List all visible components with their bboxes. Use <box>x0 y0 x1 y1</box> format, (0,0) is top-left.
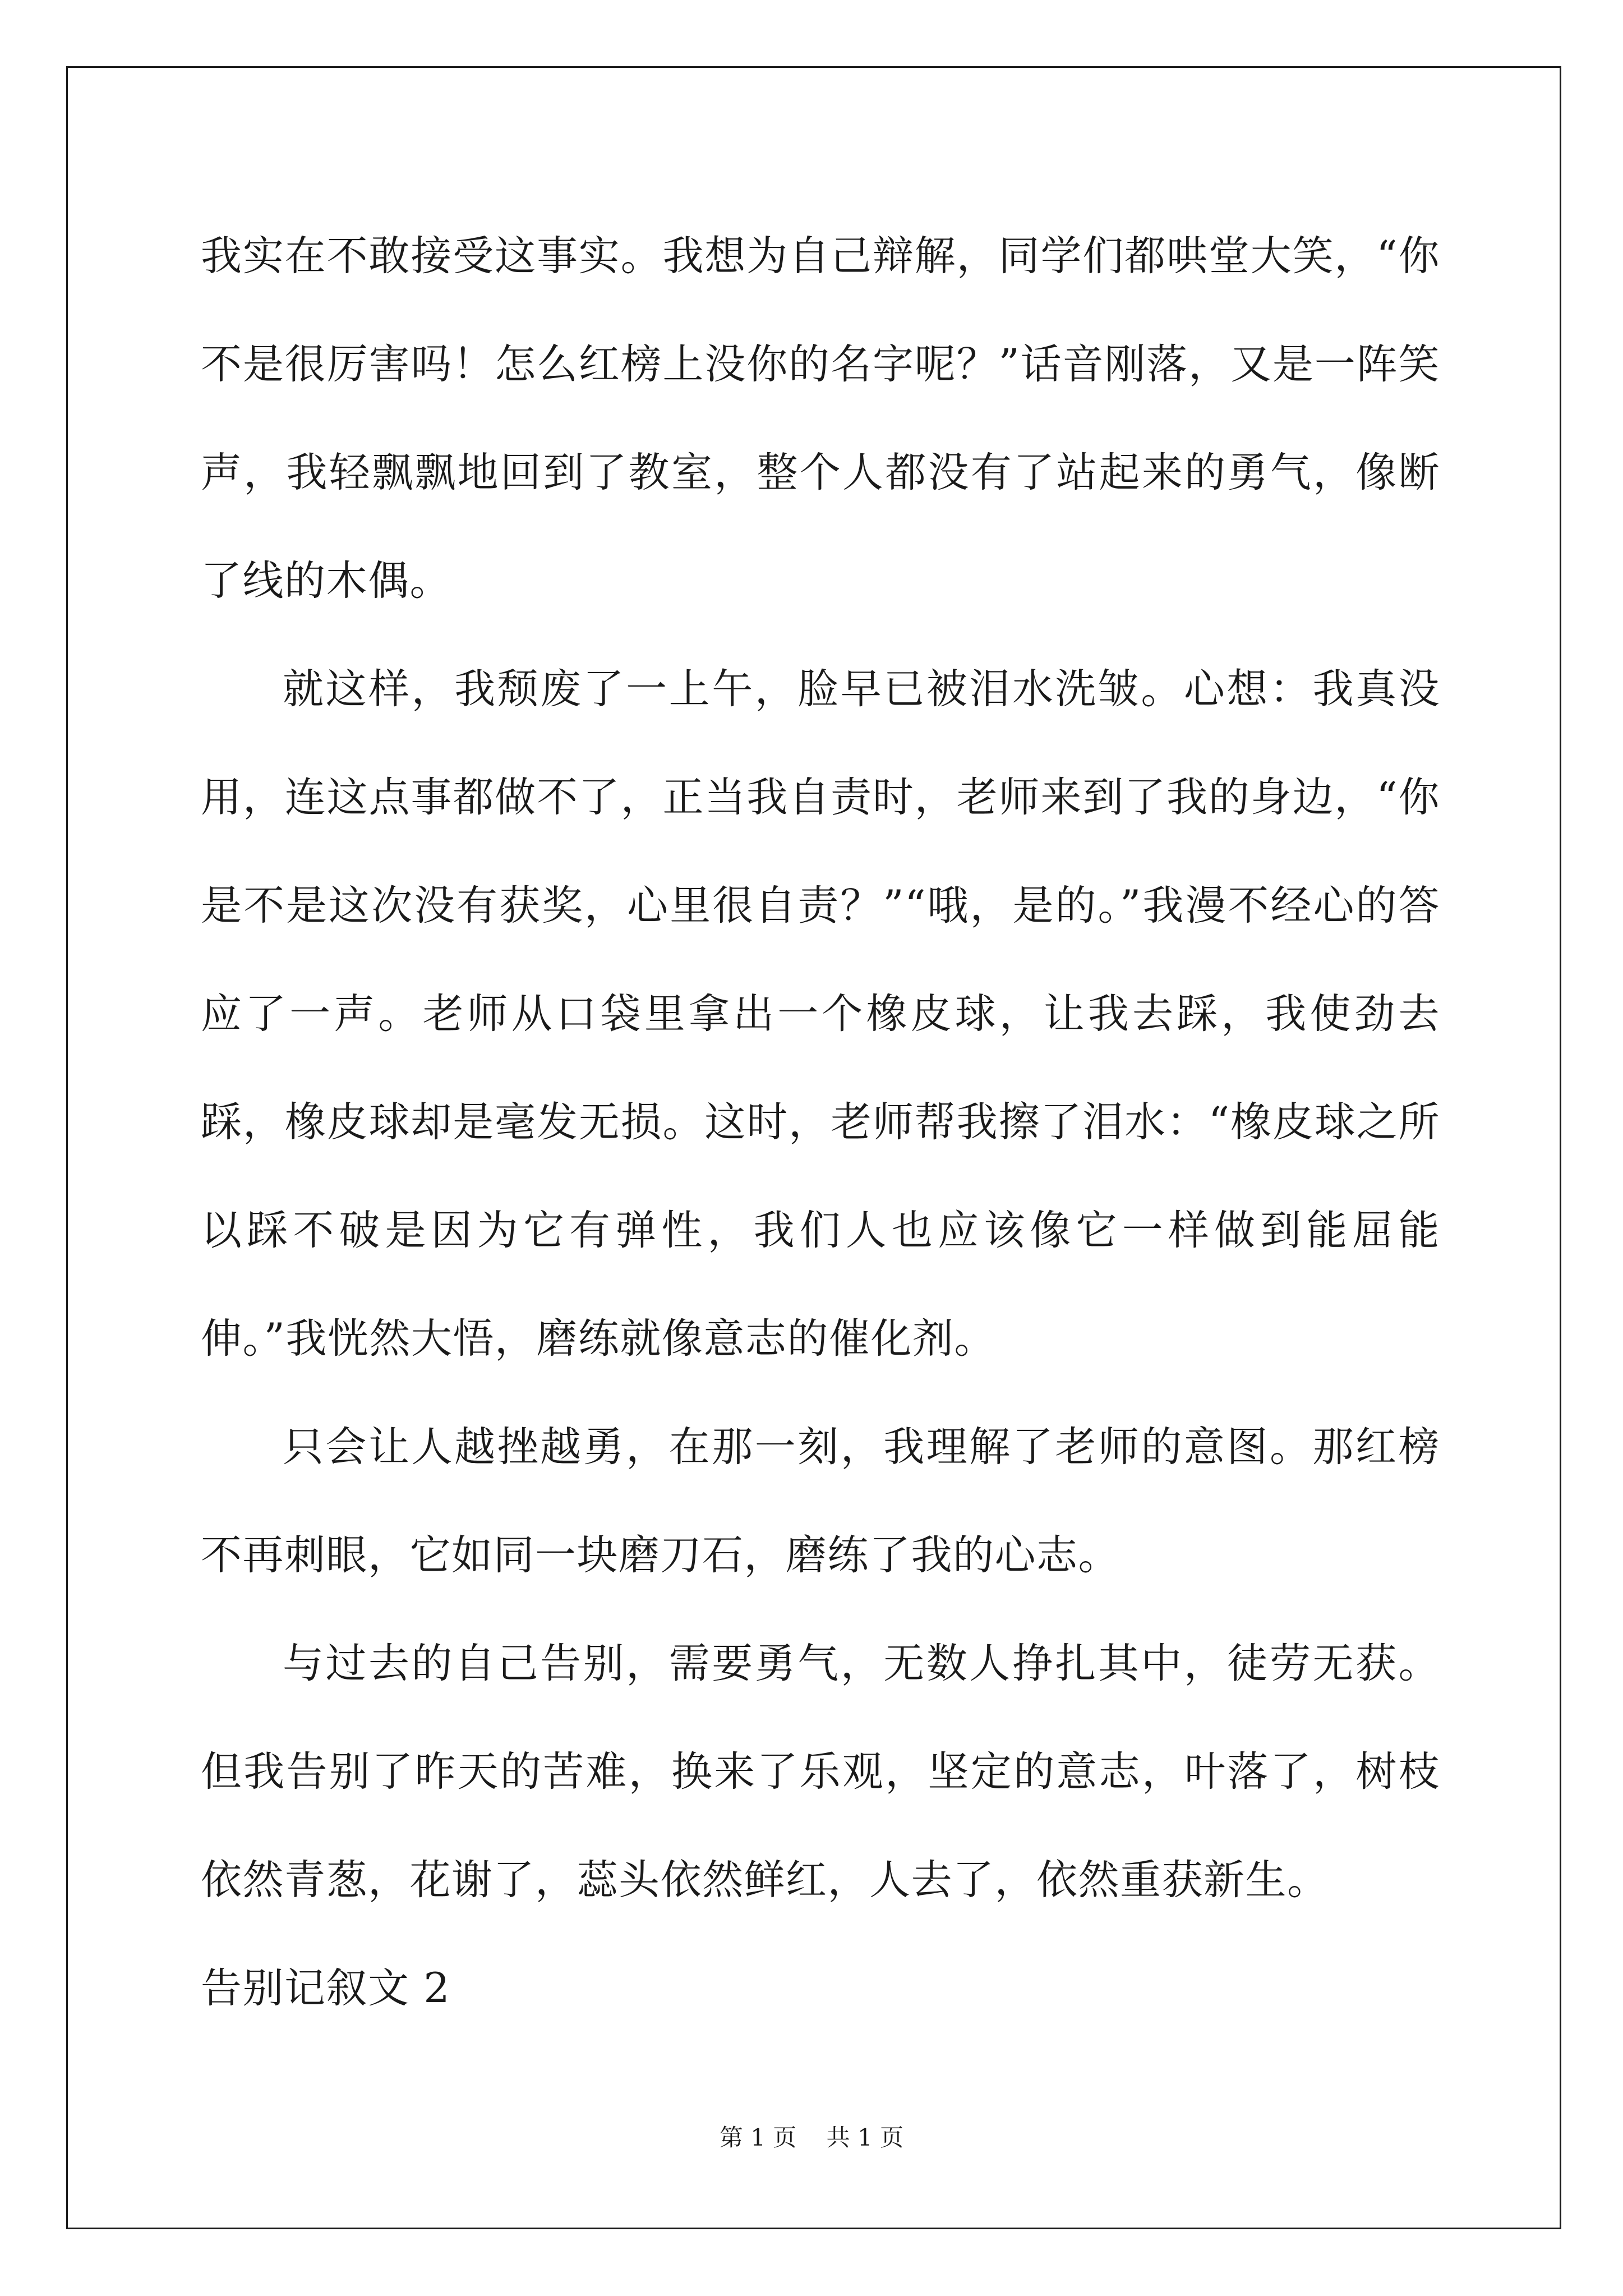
paragraph-2: 就这样，我颓废了一上午，脸早已被泪水洗皱。心想：我真没用，连这点事都做不了，正当我自责时，老师来到了我的身边，“你是不是这次没有获奖，心里很自责？”“哦，是的。”我漫不经心的答应了一声。老师从口袋里拿出一个橡皮球，让我去踩，我使劲去踩，橡皮球却是毫发无损。这时，老师帮我擦了泪水：“橡皮球之所以踩不破是因为它有弹性，我们人也应该像它一样做到能屈能伸。”我恍然大悟，磨练就像意志的催化剂。 <box>201 665 1440 1363</box>
paragraph-3: 只会让人越挫越勇，在那一刻，我理解了老师的意图。那红榜不再刺眼，它如同一块磨刀石，磨练了我的心志。 <box>201 1423 1440 1579</box>
paragraph-1: 我实在不敢接受这事实。我想为自己辩解，同学们都哄堂大笑，“你不是很厉害吗！怎么红榜上没你的名字呢？”话音刚落，又是一阵笑声，我轻飘飘地回到了教室，整个人都没有了站起来的勇气，像断了线的木偶。 <box>201 232 1440 605</box>
paragraph-4: 与过去的自己告别，需要勇气，无数人挣扎其中，徒劳无获。但我告别了昨天的苦难，换来了乐观，坚定的意志，叶落了，树枝依然青葱，花谢了，蕊头依然鲜红，人去了，依然重获新生。 <box>201 1640 1440 1904</box>
document-body <box>201 202 1440 2042</box>
page-footer <box>0 2119 1623 2153</box>
section-heading: 告别记叙文 2 <box>201 1964 451 2012</box>
page-total: 共 1 页 <box>826 2124 904 2151</box>
page-number: 第 1 页 <box>719 2124 797 2151</box>
